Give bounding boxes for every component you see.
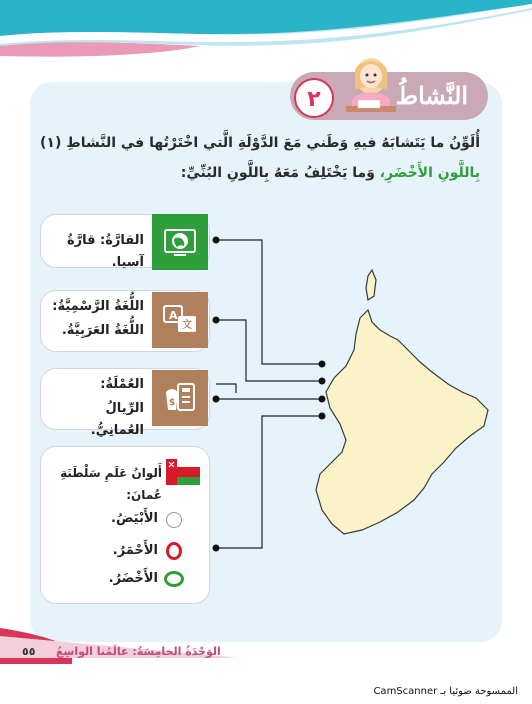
language-label: اللُّغَةُ الرَّسْمِيَّةُ:	[52, 299, 144, 314]
translate-icon	[152, 292, 208, 348]
activity-question	[40, 128, 480, 188]
unit-title: الوَحْدَةُ الخامِسَةُ: عالَمُنا الواسِعُ	[56, 645, 221, 658]
question-green-part: بِاللَّونِ الأَخْضَرِ،	[379, 165, 480, 181]
white-color-circle[interactable]	[166, 512, 182, 528]
globe-icon	[152, 214, 208, 270]
girl-writing-illustration	[338, 50, 404, 116]
activity-number-badge: ٢	[294, 78, 334, 118]
language-value: اللُّغَةُ العَرَبِيَّةُ.	[61, 323, 144, 338]
svg-text:文: 文	[182, 320, 192, 331]
continent-text: القارَّةُ: قارَّةُ آسيا.	[66, 233, 144, 270]
svg-text:$: $	[169, 398, 176, 408]
activity-title: النَّشاطُ	[395, 81, 469, 110]
green-color-circle[interactable]	[164, 571, 184, 587]
svg-text:A: A	[169, 309, 178, 322]
flag-color-white: الأَبْيَضُ.	[111, 511, 158, 526]
red-color-circle[interactable]	[166, 542, 182, 560]
top-wave-decoration	[0, 0, 532, 75]
flag-color-green: الأَخْضَرُ.	[108, 571, 158, 586]
oman-flag-icon	[166, 458, 200, 486]
page-number: ٥٥	[22, 645, 36, 658]
money-icon	[152, 370, 208, 426]
currency-label: العُمْلَةُ:	[100, 377, 144, 392]
camscanner-watermark: الممسوحة ضوئيا بـ CamScanner	[373, 686, 518, 697]
flag-color-red: الأَحْمَرُ.	[112, 543, 158, 558]
flag-title: أَلوانُ عَلَمِ سَلْطَنَةِ عُمانَ:	[60, 466, 162, 502]
currency-value: الرِّيالُ العُمانِيُّ.	[90, 401, 144, 438]
question-part-1: أُلَوِّنُ ما يَتَشابَهُ فيهِ وَطَني مَعَ الدَّوْلَةِ الَّتي اخْتَرْتُها في النَّشاطِ (١)	[39, 135, 480, 151]
question-part-2: وَما يَخْتَلِفُ مَعَهُ بِاللَّونِ البُنِّيِّ:	[180, 165, 375, 181]
